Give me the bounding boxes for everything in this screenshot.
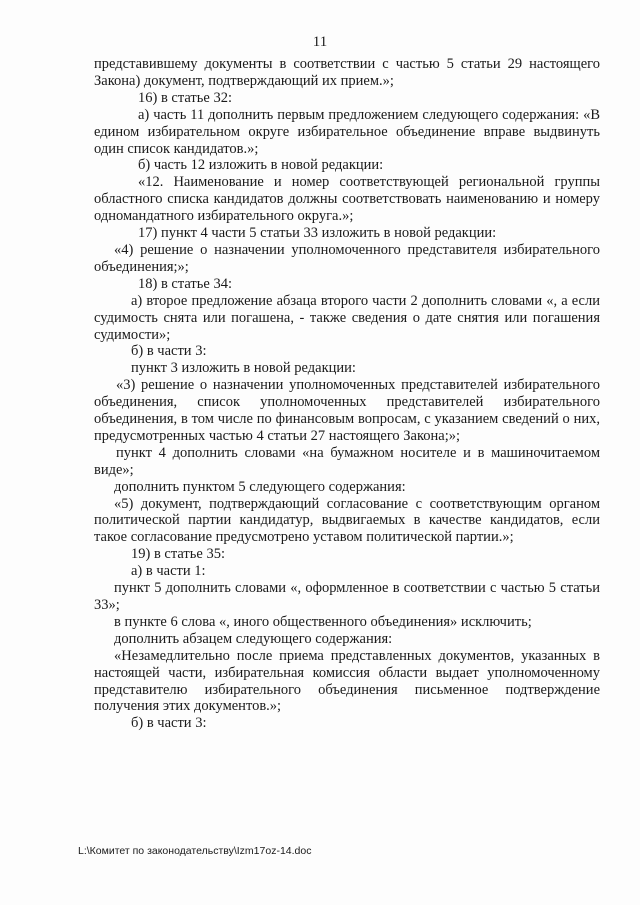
paragraph: 18) в статье 34:	[138, 275, 232, 292]
paragraph: а) часть 11 дополнить первым предложением следующего содержания: «В едином избирательном округе избирательное объединение вправе выдвинуть один список кандидатов.»;	[94, 106, 600, 157]
paragraph: «Незамедлительно после приема представленных документов, указанных в настоящей части, избирательная комиссия области выдает уполномоченному представителю избирательного объединения письменное подтверждение получения этих документов.»;	[94, 647, 600, 715]
paragraph: пункт 5 дополнить словами «, оформленное в соответствии с частью 5 статьи 33»;	[94, 580, 600, 613]
paragraph: пункт 3 изложить в новой редакции:	[131, 360, 356, 377]
paragraph: «4) решение о назначении уполномоченного представителя избирательного объединения;»;	[94, 241, 600, 275]
paragraph: б) в части 3:	[131, 715, 207, 732]
paragraph: дополнить абзацем следующего содержания:	[114, 630, 393, 647]
paragraph: дополнить пунктом 5 следующего содержания:	[114, 478, 406, 495]
paragraph: в пункте 6 слова «, иного общественного объединения» исключить;	[114, 613, 532, 630]
paragraph: б) часть 12 изложить в новой редакции:	[138, 157, 384, 174]
paragraph: представившему документы в соответствии с частью 5 статьи 29 настоящего Закона) документ, подтверждающий их прием.»;	[94, 56, 600, 89]
paragraph: «12. Наименование и номер соответствующей региональной группы областного списка кандидатов должны соответствовать наименованию и номеру одномандатного избирательного округа.»;	[94, 174, 600, 225]
footer-file-path: L:\Комитет по законодательству\Izm17oz-14.doc	[78, 845, 312, 857]
paragraph: 17) пункт 4 части 5 статьи 33 изложить в новой редакции:	[138, 225, 497, 242]
paragraph: а) в части 1:	[131, 563, 206, 580]
paragraph: пункт 4 дополнить словами «на бумажном носителе и в машиночитаемом виде»;	[94, 444, 600, 478]
paragraph: б) в части 3:	[131, 343, 207, 360]
paragraph: 16) в статье 32:	[138, 89, 232, 106]
paragraph: «3) решение о назначении уполномоченных представителей избирательного объединения, список уполномоченных представителей избирательного объединения, в том числе по финансовым вопросам, с указанием сведений о них, предусмотренных частью 4 статьи 27 настоящего Закона;»;	[94, 377, 600, 444]
paragraph: а) второе предложение абзаца второго части 2 дополнить словами «, а если судимость снята или погашена, - также сведения о дате снятия или погашения судимости»;	[94, 292, 600, 343]
paragraph: 19) в статье 35:	[131, 546, 225, 563]
page-number: 11	[312, 34, 328, 50]
paragraph: «5) документ, подтверждающий согласование с соответствующим органом политической партии кандидатур, выдвигаемых в качестве кандидатов, если такое согласование предусмотрено уставом политической партии.»;	[94, 495, 600, 546]
document-body	[94, 56, 600, 732]
